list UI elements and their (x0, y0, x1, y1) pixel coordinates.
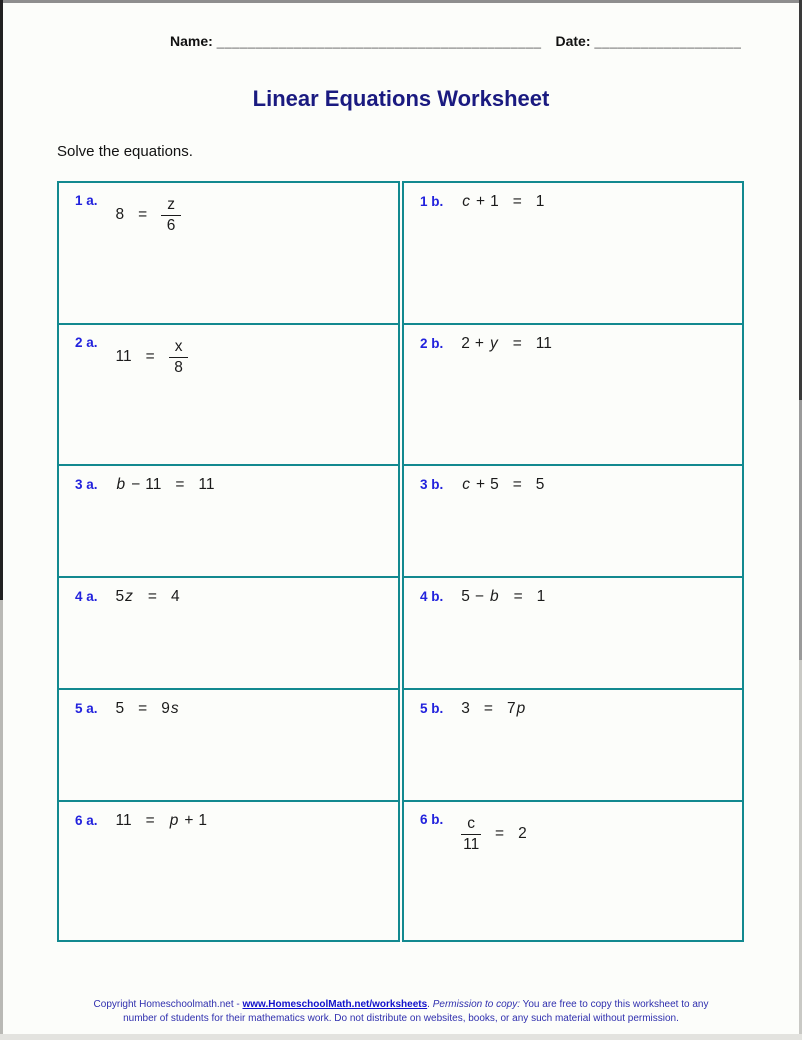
problem-line (75, 588, 390, 607)
equation-number: 5 (115, 700, 125, 717)
problem-label: 3 b. (420, 477, 444, 492)
page-edge-left (0, 0, 3, 600)
equation-operator: − (131, 476, 141, 493)
equation-variable: p (516, 700, 526, 717)
equation (116, 476, 215, 495)
equals-sign: = (495, 825, 505, 843)
problem-line (420, 588, 734, 607)
problem-line (420, 812, 734, 854)
problem-cell-1b (404, 183, 742, 323)
equation-number: 2 (461, 335, 470, 352)
footer-copyright (0, 998, 802, 1026)
problem-label: 3 a. (75, 477, 98, 492)
fraction-denominator: 8 (174, 359, 183, 377)
problem-line (75, 812, 390, 831)
equation-number: 11 (115, 348, 132, 366)
equation-number: 3 (461, 700, 470, 717)
problem-cell-2a (59, 323, 398, 464)
problem-cell-1a (59, 183, 398, 323)
equation (461, 588, 545, 607)
problem-label: 5 b. (420, 701, 444, 716)
equation-variable: y (489, 335, 498, 352)
equation (461, 700, 526, 719)
problem-label: 5 a. (75, 701, 98, 716)
fraction-numerator: c (461, 816, 481, 835)
equation-variable: z (125, 588, 133, 605)
page-title: Linear Equations Worksheet (252, 86, 550, 111)
equals-sign: = (512, 193, 522, 210)
equation-operator: + (476, 476, 486, 493)
equals-sign: = (512, 476, 522, 493)
equals-sign: = (138, 206, 148, 224)
name-blank-line: __________________________________________ (216, 34, 542, 49)
equals-sign: = (483, 700, 493, 717)
equation-number: 1 (535, 193, 545, 210)
problem-line (420, 335, 734, 354)
equation-number: 7 (506, 700, 516, 717)
problem-cell-2b (404, 323, 742, 464)
footer-line-2: number of students for their mathematics work. Do not distribute on websites, books, or any such material without permission. (123, 1013, 679, 1024)
equation-number: 5 (115, 588, 125, 605)
footer-permission-text: You are free to copy this worksheet to any (520, 999, 709, 1010)
problem-cell-6b (404, 800, 742, 940)
problem-line (420, 700, 734, 719)
equals-sign: = (147, 588, 157, 605)
equation-number: 5 (461, 588, 470, 605)
date-label: Date: (555, 33, 591, 49)
equation-number: 4 (170, 588, 180, 605)
problem-cell-5a (59, 688, 398, 800)
problem-cell-4a (59, 576, 398, 688)
problems-table (57, 181, 744, 942)
equation (461, 193, 544, 212)
equation-number: 2 (518, 825, 527, 843)
page-edge-top (0, 0, 802, 3)
equation-number: 9 (161, 700, 170, 717)
date-blank-line: ___________________ (594, 34, 742, 49)
equation (461, 816, 526, 854)
equation (116, 588, 180, 607)
equals-sign: = (512, 335, 522, 352)
problem-cell-6a (59, 800, 398, 940)
equation (116, 197, 181, 235)
fraction-numerator: x (169, 339, 189, 358)
equation-variable: c (462, 193, 471, 210)
equals-sign: = (175, 476, 185, 493)
problem-line (420, 476, 734, 495)
equation (116, 812, 207, 831)
problem-line (420, 193, 734, 212)
column-a (57, 181, 400, 942)
equation (116, 700, 180, 719)
equation-number: 11 (198, 476, 215, 493)
problem-label: 2 b. (420, 336, 444, 351)
equation-variable: s (170, 700, 179, 717)
equals-sign: = (145, 348, 155, 366)
equation-operator: + (476, 193, 486, 210)
equation-variable: b (489, 588, 499, 605)
equation-operator: + (474, 335, 484, 352)
equation-number: 11 (145, 476, 162, 493)
footer-permission-label: Permission to copy: (432, 999, 520, 1010)
instruction-text: Solve the equations. (57, 143, 193, 160)
page-edge-left-lower (0, 600, 3, 1040)
equation-operator: + (184, 812, 194, 829)
problem-label: 4 b. (420, 589, 444, 604)
equals-sign: = (145, 812, 155, 829)
fraction-denominator: 11 (463, 836, 480, 854)
column-b (402, 181, 744, 942)
equation-number: 1 (490, 193, 499, 210)
footer-dot: . (427, 999, 433, 1010)
equation (461, 335, 552, 354)
fraction-denominator: 6 (166, 217, 176, 235)
fraction-numerator: z (161, 197, 181, 216)
equation-number: 5 (490, 476, 499, 493)
name-label: Name: (170, 33, 213, 49)
problem-cell-4b (404, 576, 742, 688)
problem-line (75, 335, 390, 377)
problem-cell-3a (59, 464, 398, 576)
equals-sign: = (138, 700, 148, 717)
equation (461, 476, 544, 495)
problem-label: 4 a. (75, 589, 98, 604)
problem-line (75, 193, 390, 235)
problem-cell-3b (404, 464, 742, 576)
problem-label: 1 b. (420, 194, 444, 209)
problem-label: 6 b. (420, 812, 444, 827)
equation-number: 5 (535, 476, 545, 493)
equation-number: 11 (115, 812, 132, 829)
problem-cell-5b (404, 688, 742, 800)
fraction (461, 816, 481, 854)
equation-number: 1 (198, 812, 207, 829)
problem-line (75, 476, 390, 495)
name-date-row (170, 33, 741, 49)
problem-label: 6 a. (75, 813, 98, 828)
equation-number: 11 (535, 335, 552, 352)
fraction (161, 197, 181, 235)
equation (116, 339, 189, 377)
equation-variable: c (462, 476, 471, 493)
problem-label: 1 a. (75, 193, 98, 208)
equation-variable: p (169, 812, 179, 829)
page-edge-bottom (0, 1034, 802, 1040)
equation-number: 8 (115, 206, 125, 224)
fraction (169, 339, 189, 377)
problem-line (75, 700, 390, 719)
equation-variable: b (116, 476, 126, 493)
problem-label: 2 a. (75, 335, 98, 350)
equals-sign: = (513, 588, 523, 605)
equation-operator: − (474, 588, 484, 605)
footer-line-1 (0, 998, 802, 1012)
footer-copyright-text: Copyright Homeschoolmath.net - (93, 999, 243, 1010)
equation-number: 1 (536, 588, 546, 605)
worksheets-link[interactable]: www.HomeschoolMath.net/worksheets (242, 999, 428, 1010)
